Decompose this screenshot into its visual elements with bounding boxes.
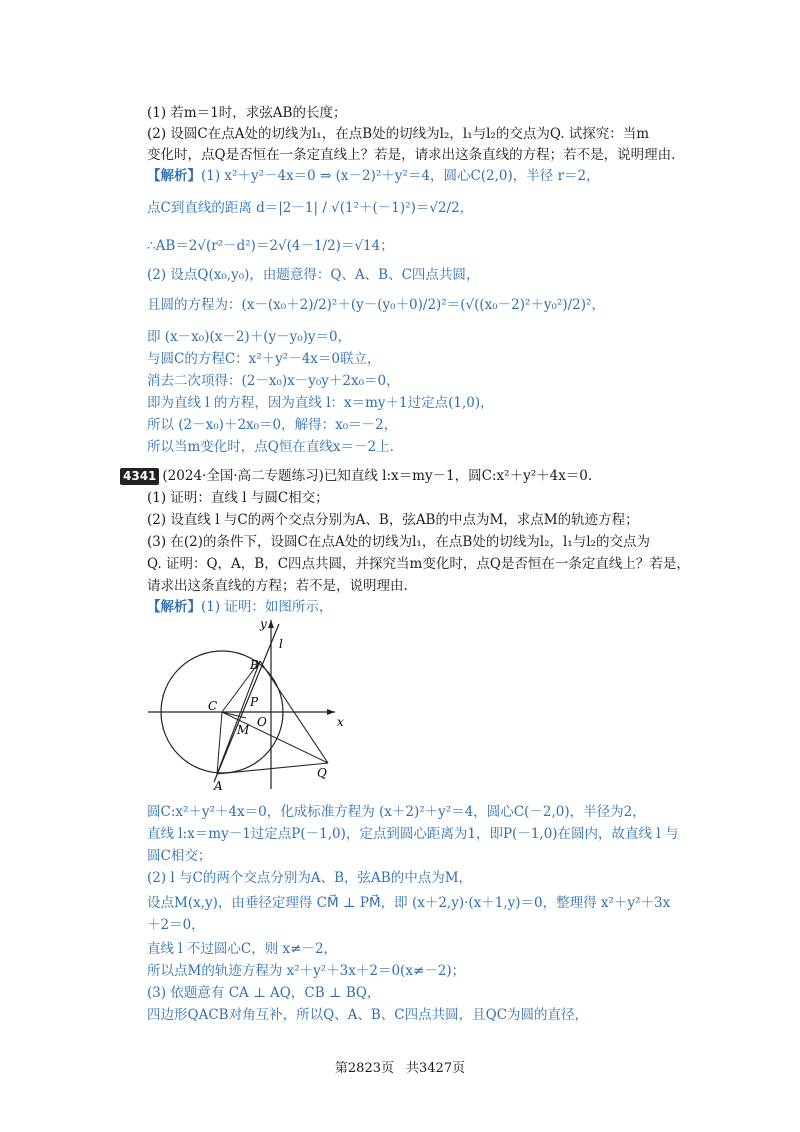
y-axis-arrow [268, 620, 274, 628]
part-a-question-1: (1) 若m＝1时，求弦AB的长度； [147, 105, 347, 121]
x-axis-arrow [327, 709, 335, 715]
problem-question-3-line-1: (3) 在(2)的条件下，设圆C在点A处的切线为l₁，在点B处的切线为l₂，l₁与l₂的交点为 [147, 534, 650, 550]
problem-number-badge: 4341 [120, 468, 159, 485]
part-b-line-8: 所以点M的轨迹方程为 x²＋y²＋3x＋2＝0(x≠－2)； [147, 963, 466, 979]
label-p: P [250, 695, 259, 709]
problem-question-3-line-3: 请求出这条直线的方程；若不是，说明理由. [147, 578, 408, 594]
total-pages: 共3427页 [406, 1061, 466, 1076]
part-a-solution-line-6: 即 (x－x₀)(x－2)＋(y－y₀)y＝0， [147, 329, 352, 345]
label-o: O [257, 715, 267, 729]
part-b-line-10: 四边形QACB对角互补，所以Q、A、B、C四点共圆，且QC为圆的直径， [147, 1007, 589, 1023]
part-a-solution-line-4: (2) 设点Q(x₀,y₀)，由题意得：Q、A、B、C四点共圆， [147, 267, 480, 283]
label-x: x [337, 715, 344, 729]
part-a-solution-distance: 点C到直线的距离 d＝|2－1| / √(1²＋(－1)²)＝√2/2， [147, 200, 474, 216]
part-b-line-3: 圆C相交； [147, 848, 212, 864]
part-a-solution-line-11: 所以当m变化时，点Q恒在直线x＝－2上. [147, 439, 394, 455]
part-a-solution-line-7: 与圆C的方程C：x²＋y²－4x＝0联立， [147, 351, 381, 367]
line-l [214, 624, 279, 782]
label-b: B [250, 658, 259, 672]
label-l: l [279, 637, 283, 651]
part-a-solution-line-9: 即为直线 l 的方程，因为直线 l：x＝my＋1过定点(1,0)， [147, 395, 494, 411]
part-a-question-2-line-1: (2) 设圆C在点A处的切线为l₁，在点B处的切线为l₂，l₁与l₂的交点为Q. 试探究：当m [147, 126, 650, 142]
label-a: A [214, 779, 223, 793]
label-m: M [237, 723, 250, 737]
part-b-line-4: (2) l 与C的两个交点分别为A、B，弦AB的中点为M， [147, 870, 473, 886]
label-y: y [260, 617, 267, 631]
problem-question-1: (1) 证明：直线 l 与圆C相交； [147, 490, 329, 506]
segment-cq [222, 712, 328, 763]
part-b-line-7: 直线 l 不过圆心C，则 x≠－2， [147, 941, 338, 957]
part-a-solution-line-1: 【解析】(1) x²＋y²－4x＝0 ⇒ (x－2)²＋y²＝4，圆心C(2,0)，半径 r＝2， [147, 168, 600, 184]
problem-stem: 4341 (2024·全国·高二专题练习)已知直线 l:x＝my－1，圆C:x²＋y²＋4x＝0. [120, 466, 680, 486]
part-a-solution-line-10: 所以 (2－x₀)＋2x₀＝0，解得：x₀＝－2， [147, 417, 398, 433]
solution-tag: 【解析】 [147, 599, 201, 615]
part-a-solution-line-8: 消去二次项得：(2－x₀)x－y₀y＋2x₀＝0， [147, 373, 400, 389]
label-c: C [208, 699, 218, 713]
chord-ab [217, 661, 260, 774]
problem-question-3-line-2: Q. 证明：Q，A，B，C四点共圆，并探究当m变化时，点Q是否恒在一条定直线上？若是， [147, 556, 690, 572]
part-b-line-2: 直线 l:x＝my－1过定点P(－1,0)，定点到圆心距离为1，即P(－1,0)在圆内，故直线 l 与 [147, 826, 679, 842]
part-a-solution-circle-eq: 且圆的方程为：(x－(x₀＋2)/2)²＋(y－(y₀＋0)/2)²＝(√((x₀－2)²＋y₀²)/2)²， [147, 297, 605, 313]
problem-solution-intro: 【解析】(1) 证明：如图所示， [147, 599, 333, 615]
solution-tag: 【解析】 [147, 168, 201, 184]
part-a-question-2-line-2: 变化时，点Q是否恒在一条定直线上？若是，请求出这条直线的方程；若不是，说明理由. [147, 147, 676, 163]
tangent-aq [217, 763, 328, 774]
page-number: 第2823页 [334, 1061, 394, 1076]
part-b-line-1: 圆C:x²＋y²＋4x＝0，化成标准方程为 (x＋2)²＋y²＝4，圆心C(－2,0)，半径为2， [147, 804, 646, 820]
part-b-line-6: ＋2＝0， [147, 917, 205, 933]
problem-question-2: (2) 设直线 l 与C的两个交点分别为A、B，弦AB的中点为M，求点M的轨迹方程； [147, 512, 639, 528]
part-b-line-9: (3) 依题意有 CA ⊥ AQ，CB ⊥ BQ， [147, 985, 381, 1001]
page-footer [0, 1057, 800, 1076]
geometry-figure [140, 614, 350, 794]
part-b-line-5: 设点M(x,y)，由垂径定理得 CM⃗ ⊥ PM⃗，即 (x＋2,y)·(x＋1,y)＝0，整理得 x²＋y²＋3x [147, 895, 671, 911]
label-q: Q [317, 766, 327, 780]
part-a-solution-chord: ∴AB＝2√(r²－d²)＝2√(4－1/2)＝√14； [147, 238, 394, 254]
